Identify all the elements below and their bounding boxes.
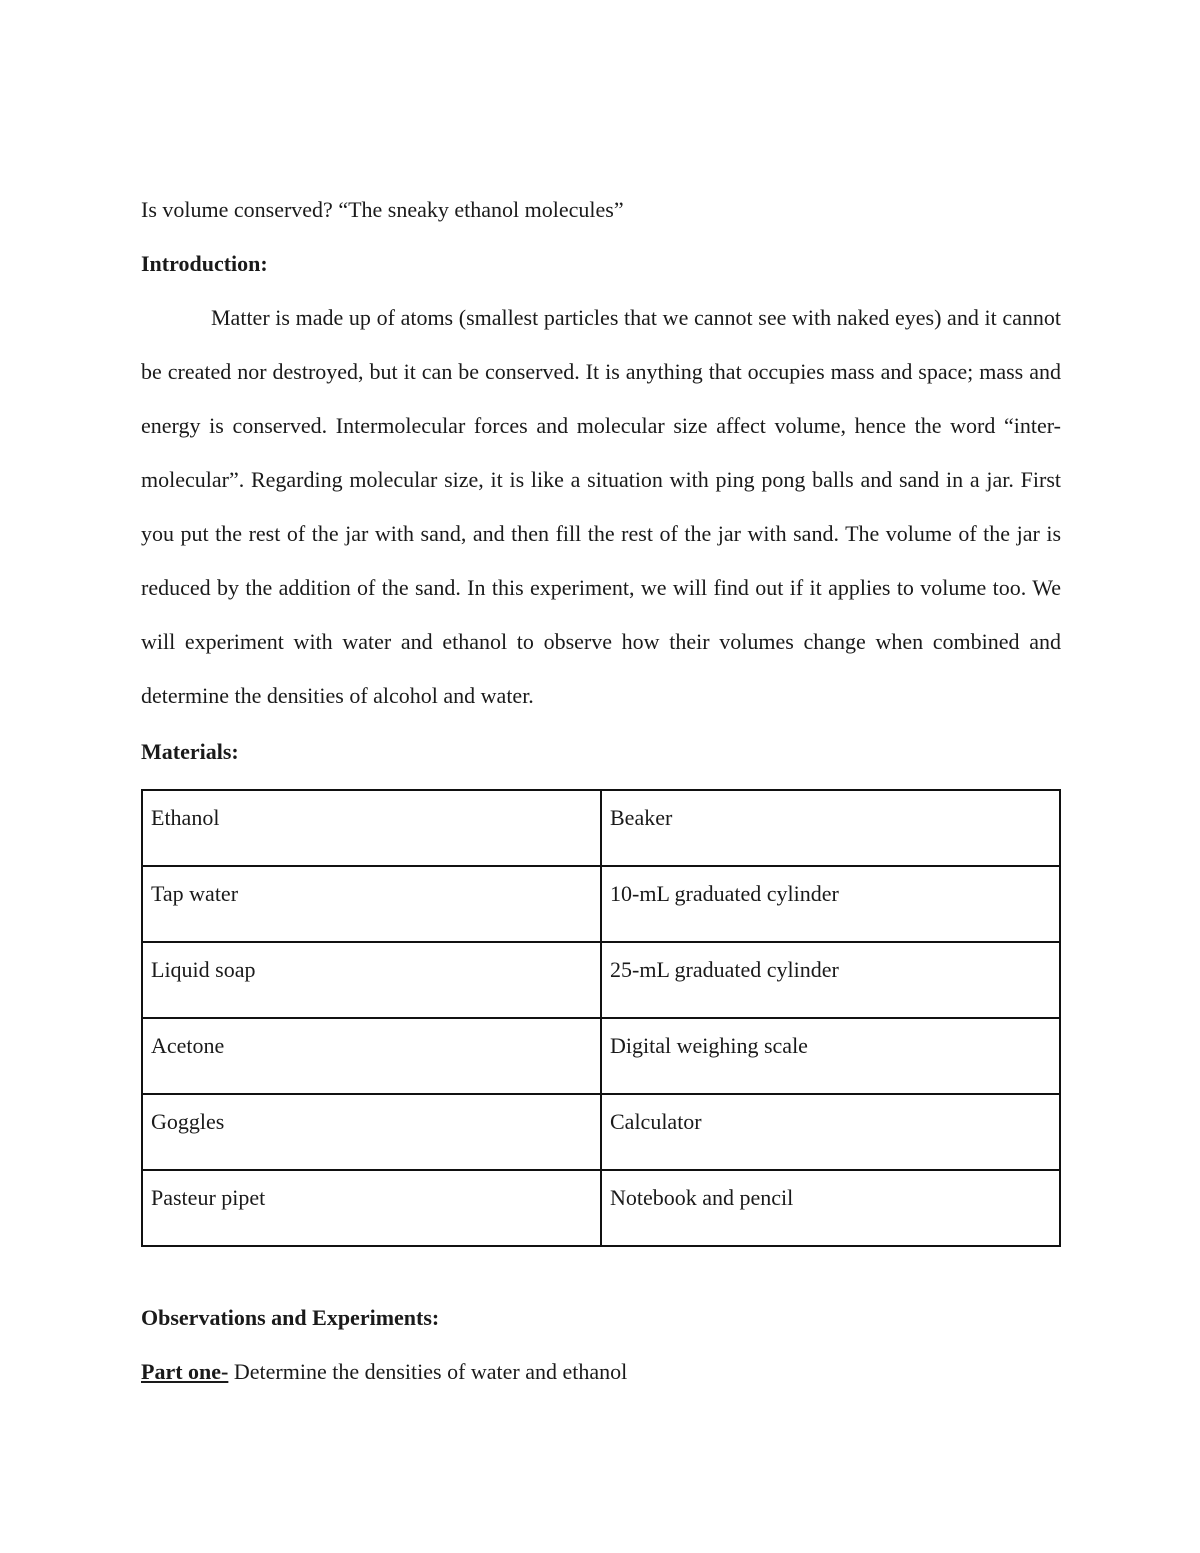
table-cell: Tap water (142, 866, 601, 942)
table-cell: 25-mL graduated cylinder (601, 942, 1060, 1018)
table-row (142, 1094, 1060, 1170)
introduction-heading: Introduction: (141, 251, 268, 276)
table-cell: Pasteur pipet (142, 1170, 601, 1246)
table-row (142, 1170, 1060, 1246)
table-cell: Goggles (142, 1094, 601, 1170)
table-row (142, 790, 1060, 866)
table-row (142, 866, 1060, 942)
part-one-text: Determine the densities of water and ethanol (228, 1359, 628, 1384)
part-one-line (141, 1354, 1061, 1390)
materials-heading: Materials: (141, 739, 239, 764)
introduction-paragraph: Matter is made up of atoms (smallest particles that we cannot see with naked eyes) and it cannot be created nor destroyed, but it can be conserved. It is anything that occupies mass and space; mass and energy is conserved. Intermolecular forces and molecular size affect volume, hence the word “inter-molecular”. Regarding molecular size, it is like a situation with ping pong balls and sand in a jar. First you put the rest of the jar with sand, and then fill the rest of the jar with sand. The volume of the jar is reduced by the addition of the sand. In this experiment, we will find out if it applies to volume too. We will experiment with water and ethanol to observe how their volumes change when combined and determine the densities of alcohol and water. (141, 305, 1061, 708)
table-cell: Liquid soap (142, 942, 601, 1018)
table-cell: 10-mL graduated cylinder (601, 866, 1060, 942)
table-cell: Ethanol (142, 790, 601, 866)
observations-heading: Observations and Experiments: (141, 1305, 440, 1330)
table-cell: Beaker (601, 790, 1060, 866)
table-row (142, 942, 1060, 1018)
table-cell: Acetone (142, 1018, 601, 1094)
document-title: Is volume conserved? “The sneaky ethanol molecules” (141, 197, 624, 222)
part-one-label: Part one- (141, 1359, 229, 1384)
table-cell: Notebook and pencil (601, 1170, 1060, 1246)
table-row (142, 1018, 1060, 1094)
document-body (141, 192, 1061, 770)
materials-table (141, 789, 1061, 1247)
observations-section (141, 1300, 1061, 1390)
table-cell: Digital weighing scale (601, 1018, 1060, 1094)
table-cell: Calculator (601, 1094, 1060, 1170)
